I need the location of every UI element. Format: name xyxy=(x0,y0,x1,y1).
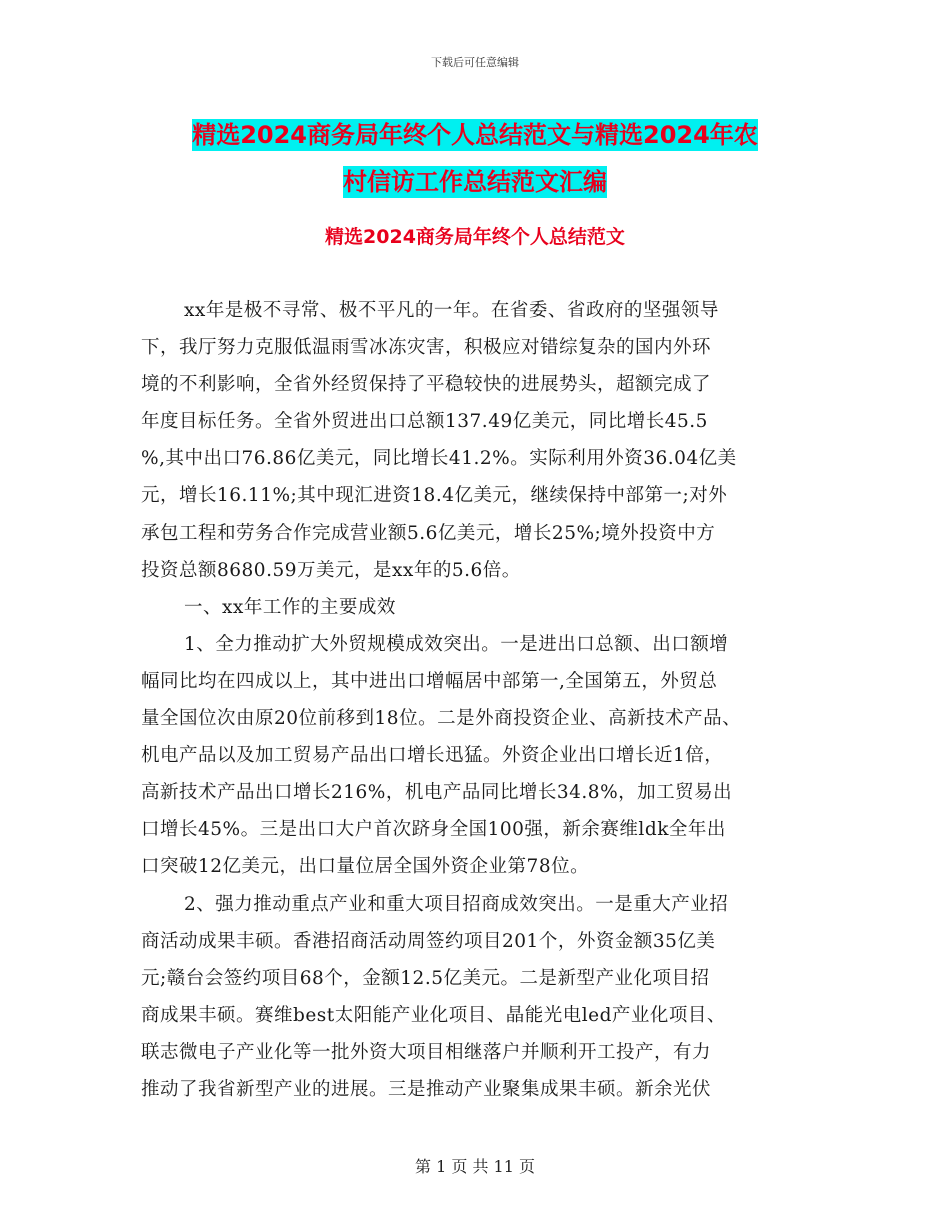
body-line: 境的不利影响，全省外经贸保持了平稳较快的进展势头，超额完成了 xyxy=(141,374,712,396)
body-line: xx年是极不寻常、极不平凡的一年。在省委、省政府的坚强领导 xyxy=(184,300,719,321)
body-line: %,其中出口76.86亿美元，同比增长41.2%。实际利用外资36.04亿美 xyxy=(141,448,737,470)
main-title-line-1: 精选2024商务局年终个人总结范文与精选2024年农 xyxy=(192,121,758,149)
body-line: 商成果丰硕。赛维best太阳能产业化项目、晶能光电led产业化项目、 xyxy=(141,1004,726,1026)
body-line: 投资总额8680.59万美元，是xx年的5.6倍。 xyxy=(141,559,521,581)
body-line: 一、xx年工作的主要成效 xyxy=(184,596,396,618)
body-line: 高新技术产品出口增长216%，机电产品同比增长34.8%，加工贸易出 xyxy=(141,782,733,804)
body-line: 2、强力推动重点产业和重大项目招商成效突出。一是重大产业招 xyxy=(184,893,729,915)
page-footer: 第 1 页 共 11 页 xyxy=(415,1157,535,1176)
body-line: 推动了我省新型产业的进展。三是推动产业聚集成果丰硕。新余光伏 xyxy=(141,1078,712,1100)
main-title-line-2: 村信访工作总结范文汇编 xyxy=(343,168,607,196)
body-line: 量全国位次由原20位前移到18位。二是外商投资企业、高新技术产品、 xyxy=(141,708,742,730)
body-line: 联志微电子产业化等一批外资大项目相继落户并顺利开工投产，有力 xyxy=(141,1041,712,1063)
body-line: 元;赣台会签约项目68个，金额12.5亿美元。二是新型产业化项目招 xyxy=(141,967,710,989)
body-text xyxy=(141,292,809,1108)
body-line: 口突破12亿美元，出口量位居全国外资企业第78位。 xyxy=(141,856,590,878)
header-note: 下载后可任意编辑 xyxy=(431,56,519,69)
main-title xyxy=(150,112,800,206)
body-line: 下，我厅努力克服低温雨雪冰冻灾害，积极应对错综复杂的国内外环 xyxy=(141,337,712,359)
body-line: 幅同比均在四成以上，其中进出口增幅居中部第一,全国第五，外贸总 xyxy=(141,670,718,692)
body-line: 机电产品以及加工贸易产品出口增长迅猛。外资企业出口增长近1倍， xyxy=(141,745,724,767)
body-line: 元，增长16.11%;其中现汇进资18.4亿美元，继续保持中部第一;对外 xyxy=(141,485,728,507)
body-line: 承包工程和劳务合作完成营业额5.6亿美元，增长25%;境外投资中方 xyxy=(141,522,716,544)
body-line: 1、全力推动扩大外贸规模成效突出。一是进出口总额、出口额增 xyxy=(184,633,729,655)
body-line: 口增长45%。三是出口大户首次跻身全国100强，新余赛维ldk全年出 xyxy=(141,819,726,841)
body-line: 商活动成果丰硕。香港招商活动周签约项目201个，外资金额35亿美 xyxy=(141,930,716,952)
body-line: 年度目标任务。全省外贸进出口总额137.49亿美元，同比增长45.5 xyxy=(141,411,708,433)
section-title: 精选2024商务局年终个人总结范文 xyxy=(325,226,625,248)
